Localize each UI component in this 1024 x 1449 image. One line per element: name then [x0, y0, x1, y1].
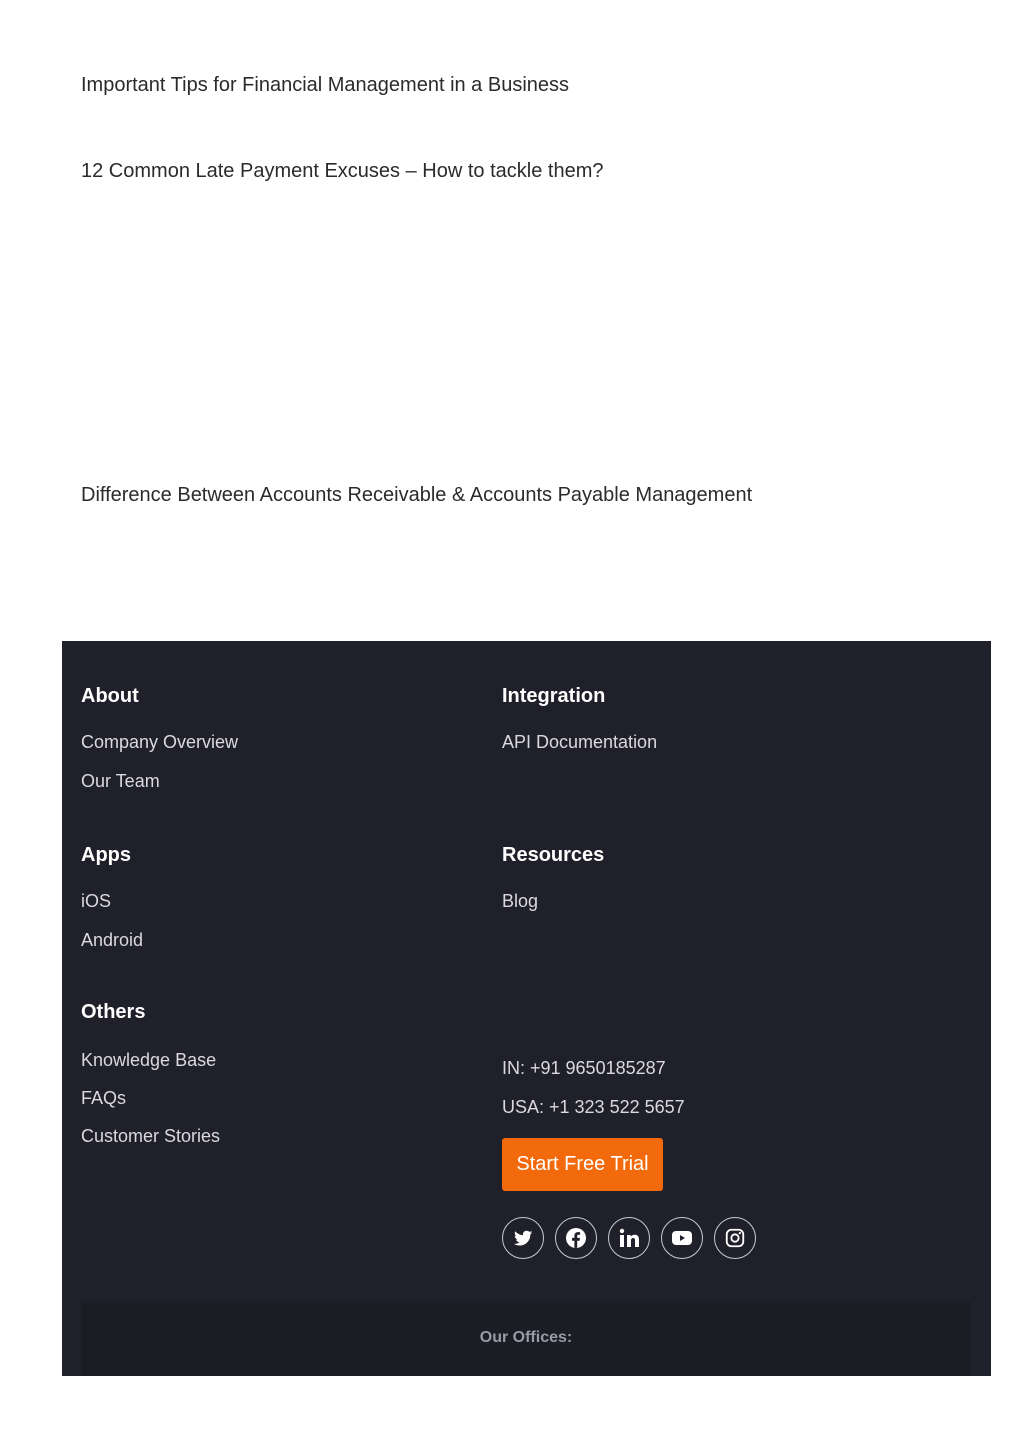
article-link-late-payment-excuses[interactable]: 12 Common Late Payment Excuses – How to tackle them? — [81, 160, 604, 182]
instagram-icon[interactable] — [714, 1217, 756, 1259]
article-link-ar-vs-ap[interactable]: Difference Between Accounts Receivable & Accounts Payable Management — [81, 484, 753, 506]
facebook-icon[interactable] — [555, 1217, 597, 1259]
footer-link-company-overview[interactable]: Company Overview — [81, 732, 239, 752]
footer-link-customer-stories[interactable]: Customer Stories — [81, 1126, 221, 1146]
phone-usa: USA: +1 323 522 5657 — [502, 1097, 685, 1117]
offices-section — [81, 1301, 971, 1376]
offices-title: Our Offices: — [479, 1329, 573, 1346]
phone-india: IN: +91 9650185287 — [502, 1058, 666, 1078]
footer-heading-apps: Apps — [81, 844, 131, 866]
article-link-financial-tips[interactable]: Important Tips for Financial Management in a Business — [81, 74, 570, 96]
twitter-icon[interactable] — [502, 1217, 544, 1259]
footer-link-faqs[interactable]: FAQs — [81, 1088, 127, 1108]
footer-link-blog[interactable]: Blog — [502, 891, 539, 911]
linkedin-icon[interactable] — [608, 1217, 650, 1259]
footer-heading-resources: Resources — [502, 844, 605, 866]
footer-link-api-documentation[interactable]: API Documentation — [502, 732, 658, 752]
footer-heading-others: Others — [81, 1001, 146, 1023]
footer-link-android[interactable]: Android — [81, 930, 144, 950]
footer-heading-integration: Integration — [502, 685, 606, 707]
footer-link-our-team[interactable]: Our Team — [81, 771, 160, 791]
footer-link-knowledge-base[interactable]: Knowledge Base — [81, 1050, 217, 1070]
footer-link-ios[interactable]: iOS — [81, 891, 112, 911]
footer-heading-about: About — [81, 685, 139, 707]
youtube-icon[interactable] — [661, 1217, 703, 1259]
site-footer — [62, 641, 991, 1376]
start-free-trial-button[interactable]: Start Free Trial — [502, 1138, 663, 1191]
